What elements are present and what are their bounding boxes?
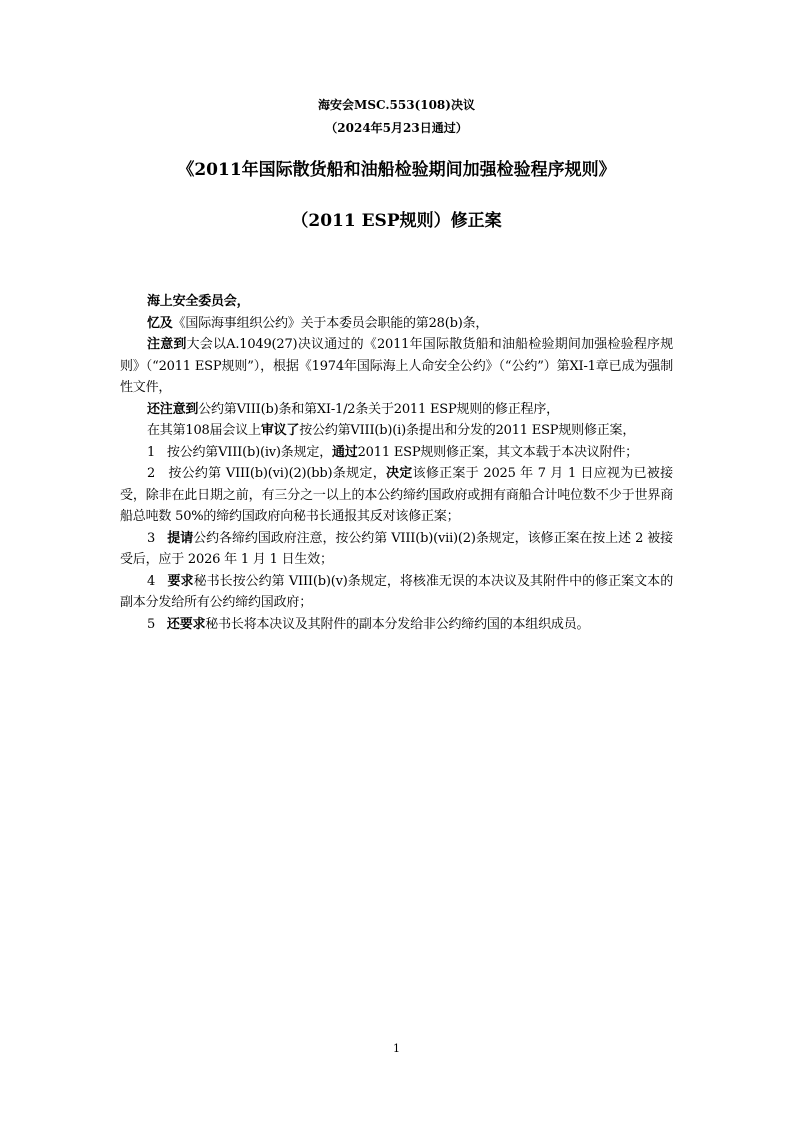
bold-phrase: 还注意到	[147, 401, 199, 417]
paragraph-prefix: 在其第108届会议上	[147, 423, 261, 438]
adoption-date: （2024年5月23日通过）	[325, 121, 468, 135]
resolution-number: 海安会MSC.553(108)决议	[318, 98, 475, 112]
page-number: 1	[393, 1042, 400, 1055]
bold-phrase: 要求	[167, 573, 194, 589]
paragraph-prefix: 按公约第 VIII(b)(vi)(2)(bb)条规定，	[168, 466, 386, 481]
paragraph-having-considered	[120, 420, 673, 442]
paragraph-text: 2011 ESP规则修正案，其文本载于本决议附件；	[357, 444, 638, 460]
paragraph-text: 大会以A.1049(27)决议通过的《2011年国际散货船和油船检验期间加强检验程序规则》（“2011 ESP规则”），根据《1974年国际海上人命安全公约》（“公约”）第XI-1章已成为强制性文件，	[120, 337, 674, 395]
paragraph-text: 公约第VIII(b)条和第XI-1/2条关于2011 ESP规则的修正程序，	[198, 401, 559, 417]
bold-phrase: 通过	[332, 444, 358, 460]
paragraph-number: 1	[147, 444, 156, 460]
paragraph-number: 4	[147, 573, 156, 589]
paragraph-text: 该修正案于 2025 年 7 月 1 日应视为已被接受，除非在此日期之前，有三分之一以上的本公约缔约国政府或拥有商船合计吨位数不少于世界商船总吨数 50%的缔约国政府向秘书长通报其反对该修正案；	[120, 466, 673, 524]
paragraph-text: 秘书长将本决议及其附件的副本分发给非公约缔约国的本组织成员。	[205, 616, 590, 632]
operative-paragraph-3	[120, 528, 673, 571]
operative-paragraph-1	[120, 442, 673, 464]
operative-paragraph-2	[120, 463, 673, 528]
bold-phrase: 提请	[167, 530, 194, 546]
bold-phrase: 注意到	[147, 337, 187, 352]
paragraph-noting-further	[120, 399, 673, 421]
paragraph-preamble-committee	[120, 291, 673, 313]
operative-paragraph-5	[120, 614, 673, 636]
paragraph-text: 公约各缔约国政府注意，按公约第 VIII(b)(vii)(2)条规定，该修正案在按上述 2 被接受后，应于 2026 年 1 月 1 日生效；	[120, 530, 673, 567]
bold-phrase: 海上安全委员会，	[147, 294, 250, 309]
paragraph-text: 秘书长按公约第 VIII(b)(v)条规定，将核准无误的本决议及其附件中的修正案文本的副本分发给所有公约缔约国政府；	[120, 573, 673, 610]
document-subtitle: （2011 ESP规则）修正案	[291, 211, 502, 231]
paragraph-number: 3	[147, 530, 156, 546]
paragraph-text: 按公约第VIII(b)(i)条提出和分发的2011 ESP规则修正案，	[299, 423, 636, 438]
operative-paragraph-4	[120, 571, 673, 614]
bold-phrase: 忆及	[147, 315, 173, 331]
paragraph-number: 5	[147, 616, 156, 632]
paragraph-text: 《国际海事组织公约》关于本委员会职能的第28(b)条，	[172, 315, 489, 331]
document-title: 《2011年国际散货船和油船检验期间加强检验程序规则》	[177, 160, 616, 180]
bold-phrase: 审议了	[260, 423, 300, 438]
bold-phrase: 决定	[386, 466, 413, 481]
resolution-body	[120, 291, 673, 635]
paragraph-recalling	[120, 313, 673, 335]
bold-phrase: 还要求	[166, 616, 206, 632]
paragraph-noting	[120, 334, 673, 399]
paragraph-prefix: 按公约第VIII(b)(iv)条规定，	[166, 444, 332, 460]
paragraph-number: 2	[147, 466, 156, 481]
